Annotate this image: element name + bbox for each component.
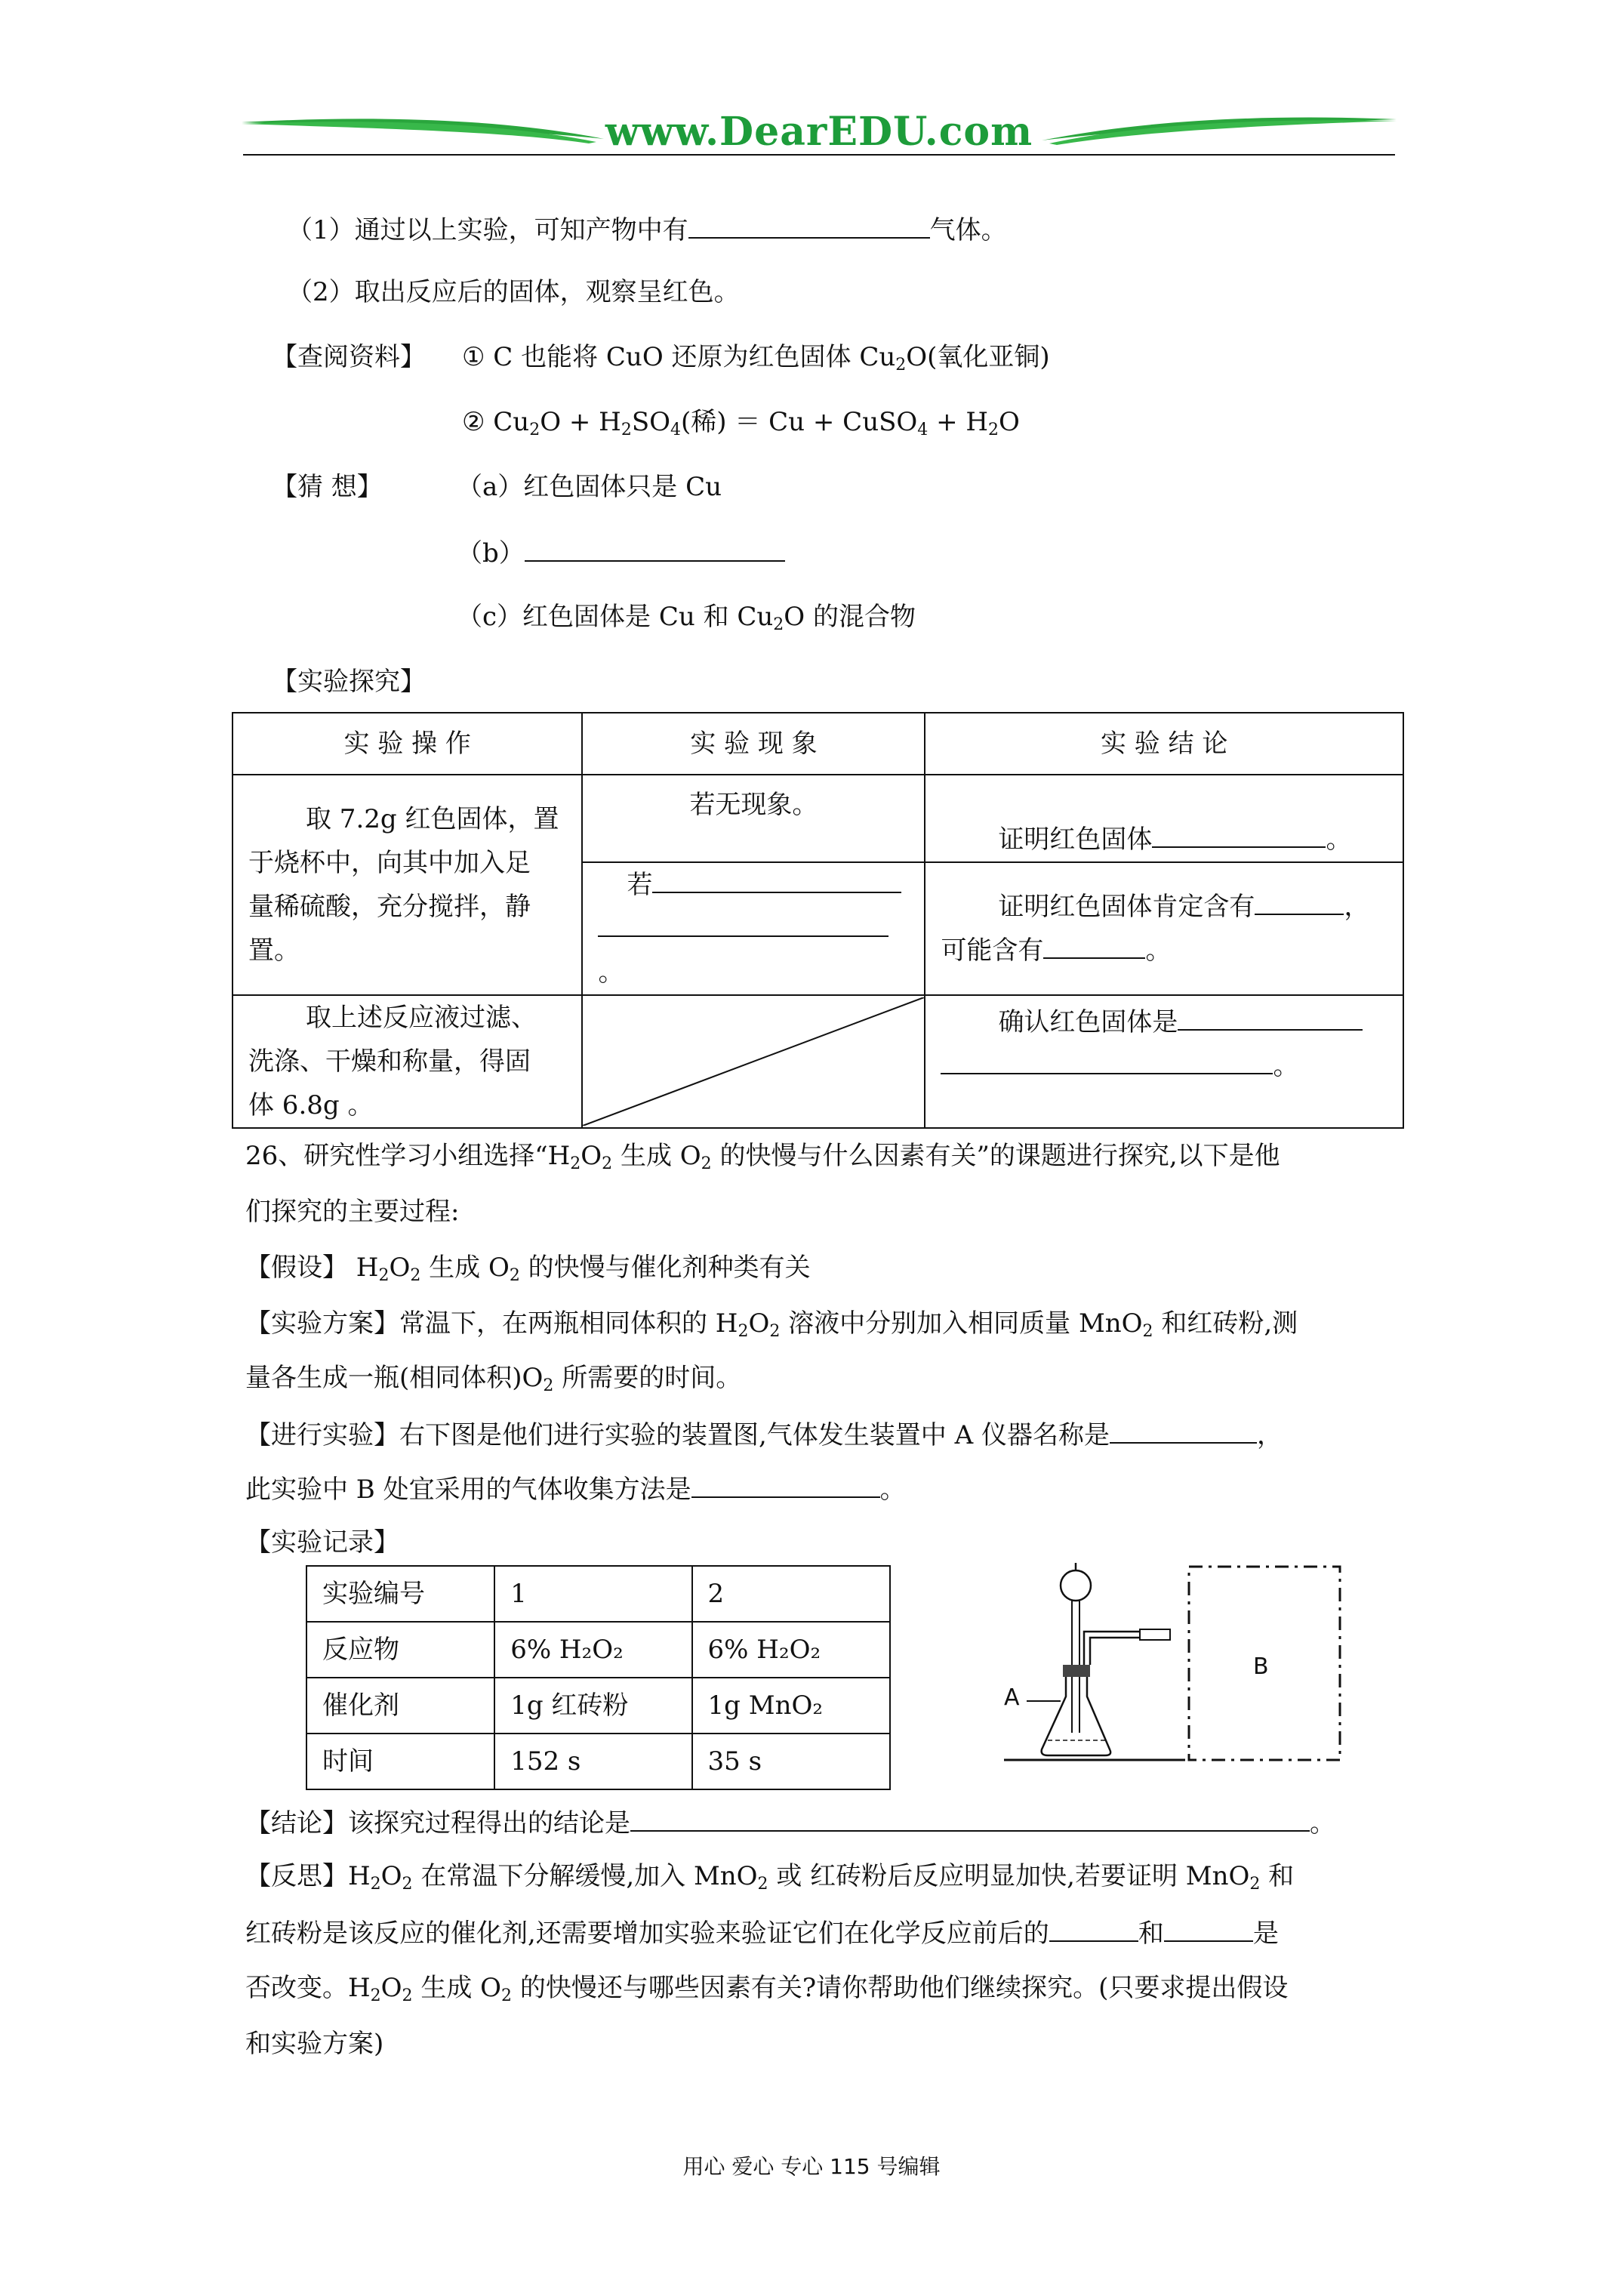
subscript: 2 bbox=[509, 1266, 520, 1285]
record-label: 【实验记录】 bbox=[245, 1527, 399, 1558]
plan-line-1 bbox=[245, 1306, 1298, 1349]
table-cell: 时间 bbox=[306, 1734, 494, 1789]
procedure-line-2 bbox=[245, 1471, 906, 1507]
plan-line-2 bbox=[245, 1361, 741, 1404]
table-row bbox=[306, 1566, 890, 1622]
subscript: 2 bbox=[757, 1875, 768, 1894]
answer-blank bbox=[525, 535, 785, 562]
procedure-text: 此实验中 B 处宜采用的气体收集方法是 bbox=[245, 1475, 691, 1505]
reflection-text: 是 bbox=[1252, 1918, 1279, 1949]
apparatus-label-a: A bbox=[1004, 1684, 1020, 1711]
q26-text: O bbox=[581, 1141, 602, 1171]
subscript: 2 bbox=[895, 356, 907, 374]
conclusion-1-cell bbox=[925, 775, 1403, 862]
apparatus-label-b: B bbox=[1253, 1653, 1269, 1680]
reference-1-text: ① C 也能将 CuO 还原为红色固体 Cu bbox=[462, 342, 896, 372]
conclusion-text: 可能含有 bbox=[941, 935, 1044, 966]
subscript: 2 bbox=[621, 421, 632, 439]
table-cell: 反应物 bbox=[306, 1622, 494, 1678]
plan-text: 【实验方案】常温下，在两瓶相同体积的 H bbox=[245, 1308, 738, 1339]
subscript: 2 bbox=[370, 1986, 381, 2005]
conclusion-2-cell: 证明红色固体肯定含有 ， 可能含有 。 bbox=[925, 862, 1403, 995]
answer-blank bbox=[1043, 932, 1145, 959]
equation-part: O bbox=[999, 407, 1020, 437]
table-row bbox=[306, 1622, 890, 1678]
table-cell: 152 s bbox=[494, 1734, 691, 1789]
operation-text: 量稀硫酸，充分搅拌，静 bbox=[248, 892, 531, 922]
reflection-text: 或 红砖粉后反应明显加快,若要证明 MnO bbox=[768, 1861, 1250, 1891]
reflection-text: O bbox=[380, 1973, 402, 2003]
table-row bbox=[233, 995, 1403, 1128]
apparatus-diagram bbox=[1004, 1552, 1359, 1771]
table-cell: 2 bbox=[692, 1566, 890, 1622]
operation-text: 取上述反应液过滤、 bbox=[306, 1003, 537, 1033]
table-cell: 1g MnO₂ bbox=[692, 1678, 890, 1734]
equation-part: ② Cu bbox=[462, 407, 530, 437]
plan-text: 和红砖粉,测 bbox=[1153, 1308, 1298, 1339]
subscript: 2 bbox=[378, 1266, 390, 1285]
table-header: 实 验 现 象 bbox=[582, 713, 925, 775]
table-row bbox=[306, 1678, 890, 1734]
conclusion-text: 确认红色固体是 bbox=[998, 1007, 1178, 1037]
q26-text: 26、研究性学习小组选择“H bbox=[245, 1141, 571, 1171]
reference-2 bbox=[462, 405, 1020, 448]
subscript: 2 bbox=[602, 1154, 613, 1173]
conclusion-3-cell bbox=[925, 995, 1403, 1128]
equation-part: + H bbox=[928, 407, 989, 437]
answer-blank bbox=[688, 211, 930, 239]
operation-2-cell bbox=[233, 995, 582, 1128]
table-cell: 6% H₂O₂ bbox=[692, 1622, 890, 1678]
guess-label: 【猜 想】 bbox=[272, 472, 383, 502]
subscript: 2 bbox=[769, 1322, 781, 1341]
hypothesis-text: O bbox=[389, 1253, 411, 1283]
reflection-line-4: 和实验方案) bbox=[245, 2029, 384, 2059]
equation-part: O + H bbox=[540, 407, 621, 437]
conclusion-text: 。 bbox=[1310, 1808, 1335, 1838]
reflection-line-3 bbox=[245, 1971, 1288, 2014]
question-1-text: （1）通过以上实验，可知产物中有 bbox=[287, 215, 688, 245]
table-cell: 6% H₂O₂ bbox=[494, 1622, 691, 1678]
plan-text: 溶液中分别加入相同质量 MnO bbox=[780, 1308, 1143, 1339]
answer-blank bbox=[1152, 821, 1326, 848]
conclusion-text: 【结论】该探究过程得出的结论是 bbox=[245, 1808, 630, 1838]
question-2: （2）取出反应后的固体，观察呈红色。 bbox=[287, 277, 740, 307]
phenomenon-2-cell bbox=[582, 862, 925, 995]
apparatus-icon bbox=[1004, 1552, 1359, 1771]
phenomenon-text: 若 bbox=[627, 870, 653, 900]
reflection-text: 红砖粉是该反应的催化剂,还需要增加实验来验证它们在化学反应前后的 bbox=[245, 1918, 1049, 1949]
diagonal-line bbox=[583, 997, 924, 1126]
conclusion-text: 证明红色固体 bbox=[998, 824, 1153, 855]
guess-a: （a）红色固体只是 Cu bbox=[457, 472, 722, 502]
answer-blank bbox=[941, 1047, 1273, 1074]
plan-text: 量各生成一瓶(相同体积)O bbox=[245, 1363, 544, 1393]
guess-c bbox=[457, 599, 916, 643]
reflection-text: 的快慢还与哪些因素有关?请你帮助他们继续探究。(只要求提出假设 bbox=[512, 1973, 1289, 2003]
guess-c-tail: O 的混合物 bbox=[784, 602, 916, 632]
subscript: 2 bbox=[370, 1875, 381, 1894]
operation-text: 体 6.8g 。 bbox=[248, 1090, 374, 1120]
subscript: 2 bbox=[988, 421, 999, 439]
subscript: 4 bbox=[670, 421, 682, 439]
subscript: 2 bbox=[1249, 1875, 1261, 1894]
operation-text: 于烧杯中，向其中加入足 bbox=[248, 848, 531, 878]
answer-blank bbox=[691, 1471, 880, 1498]
subscript: 2 bbox=[738, 1322, 749, 1341]
table-cell: 1 bbox=[494, 1566, 691, 1622]
reflection-text: 生成 O bbox=[412, 1973, 502, 2003]
guess-b-text: （b） bbox=[457, 538, 525, 569]
page-footer: 用心 爱心 专心 115 号编辑 bbox=[682, 2154, 941, 2179]
subscript: 2 bbox=[543, 1376, 554, 1395]
subscript: 2 bbox=[570, 1154, 581, 1173]
reflection-text: 和 bbox=[1138, 1918, 1164, 1949]
subscript: 2 bbox=[402, 1986, 413, 2005]
header-rule bbox=[243, 154, 1395, 156]
answer-blank bbox=[1110, 1416, 1257, 1444]
answer-blank bbox=[652, 866, 901, 893]
conclusion-text: 。 bbox=[1273, 1051, 1299, 1081]
hypothesis bbox=[245, 1250, 811, 1293]
subscript: 2 bbox=[1142, 1322, 1153, 1341]
subscript: 2 bbox=[410, 1266, 421, 1285]
table-row bbox=[306, 1734, 890, 1789]
site-name: www.DearEDU.com bbox=[605, 109, 1033, 155]
diagonal-cell bbox=[582, 995, 925, 1128]
table-cell: 1g 红砖粉 bbox=[494, 1678, 691, 1734]
q26-text: 生成 O bbox=[612, 1141, 701, 1171]
phenomenon-1-cell: 若无现象。 bbox=[582, 775, 925, 862]
reflection-text: 和 bbox=[1260, 1861, 1295, 1891]
plan-text: O bbox=[748, 1308, 770, 1339]
operation-text: 洗涤、干燥和称量，得固 bbox=[248, 1046, 531, 1077]
procedure-text: ， bbox=[1256, 1420, 1283, 1450]
table-row bbox=[233, 713, 1403, 775]
question-1 bbox=[287, 211, 1007, 248]
table-cell: 催化剂 bbox=[306, 1678, 494, 1734]
q26-text: 的快慢与什么因素有关”的课题进行探究,以下是他 bbox=[711, 1141, 1280, 1171]
operation-1-cell bbox=[233, 775, 582, 995]
procedure-line-1 bbox=[245, 1416, 1283, 1453]
reflection-line-1 bbox=[245, 1859, 1294, 1902]
table-header: 实 验 操 作 bbox=[233, 713, 582, 775]
reference-1-tail: O(氧化亚铜) bbox=[906, 342, 1050, 372]
subscript: 2 bbox=[501, 1986, 513, 2005]
conclusion-text: 证明红色固体肯定含有 bbox=[998, 892, 1255, 922]
answer-blank bbox=[1178, 1003, 1363, 1031]
reference-label: 【查阅资料】 bbox=[272, 342, 426, 372]
subscript: 4 bbox=[917, 421, 929, 439]
answer-blank bbox=[1255, 888, 1344, 915]
hypothesis-text: 【假设】 H bbox=[245, 1253, 379, 1283]
procedure-text: 【进行实验】右下图是他们进行实验的装置图,气体发生装置中 A 仪器名称是 bbox=[245, 1420, 1110, 1450]
reflection-text: 否改变。H bbox=[245, 1973, 371, 2003]
guess-b bbox=[457, 535, 785, 571]
reflection-text: O bbox=[380, 1861, 402, 1891]
subscript: 2 bbox=[402, 1875, 413, 1894]
answer-blank bbox=[1049, 1915, 1138, 1942]
operation-text: 取 7.2g 红色固体，置 bbox=[306, 804, 559, 834]
guess-c-text: （c）红色固体是 Cu 和 Cu bbox=[457, 602, 774, 632]
phenomenon-text: 。 bbox=[598, 957, 624, 988]
reflection-text: 【反思】H bbox=[245, 1861, 371, 1891]
table-row bbox=[233, 775, 1403, 862]
question-1-tail: 气体。 bbox=[929, 215, 1007, 245]
equation-part: (稀) ＝ Cu + CuSO bbox=[681, 407, 918, 437]
reflection-line-2 bbox=[245, 1915, 1279, 1951]
hypothesis-text: 的快慢与催化剂种类有关 bbox=[519, 1253, 811, 1283]
reflection-text: 在常温下分解缓慢,加入 MnO bbox=[412, 1861, 758, 1891]
header-logo bbox=[242, 106, 1397, 166]
explore-label: 【实验探究】 bbox=[272, 667, 426, 697]
hypothesis-text: 生成 O bbox=[420, 1253, 510, 1283]
table-cell: 35 s bbox=[692, 1734, 890, 1789]
conclusion bbox=[245, 1804, 1335, 1841]
subscript: 2 bbox=[529, 421, 540, 439]
subscript: 2 bbox=[701, 1154, 712, 1173]
reference-1 bbox=[462, 340, 1050, 383]
q26-line-1 bbox=[245, 1139, 1280, 1182]
answer-blank bbox=[1164, 1915, 1253, 1942]
procedure-text: 。 bbox=[879, 1475, 906, 1505]
equation-part: SO bbox=[631, 407, 671, 437]
table-header: 实 验 结 论 bbox=[925, 713, 1403, 775]
experiment-table bbox=[232, 712, 1404, 1129]
answer-blank bbox=[630, 1804, 1310, 1832]
table-cell: 实验编号 bbox=[306, 1566, 494, 1622]
operation-text: 置。 bbox=[248, 935, 300, 966]
q26-line-2: 们探究的主要过程: bbox=[245, 1197, 460, 1227]
plan-text: 所需要的时间。 bbox=[553, 1363, 742, 1393]
conclusion-text: 。 bbox=[1326, 824, 1352, 855]
conclusion-text: 。 bbox=[1145, 935, 1172, 966]
answer-blank bbox=[598, 910, 888, 937]
subscript: 2 bbox=[773, 615, 784, 634]
record-table bbox=[306, 1565, 891, 1790]
